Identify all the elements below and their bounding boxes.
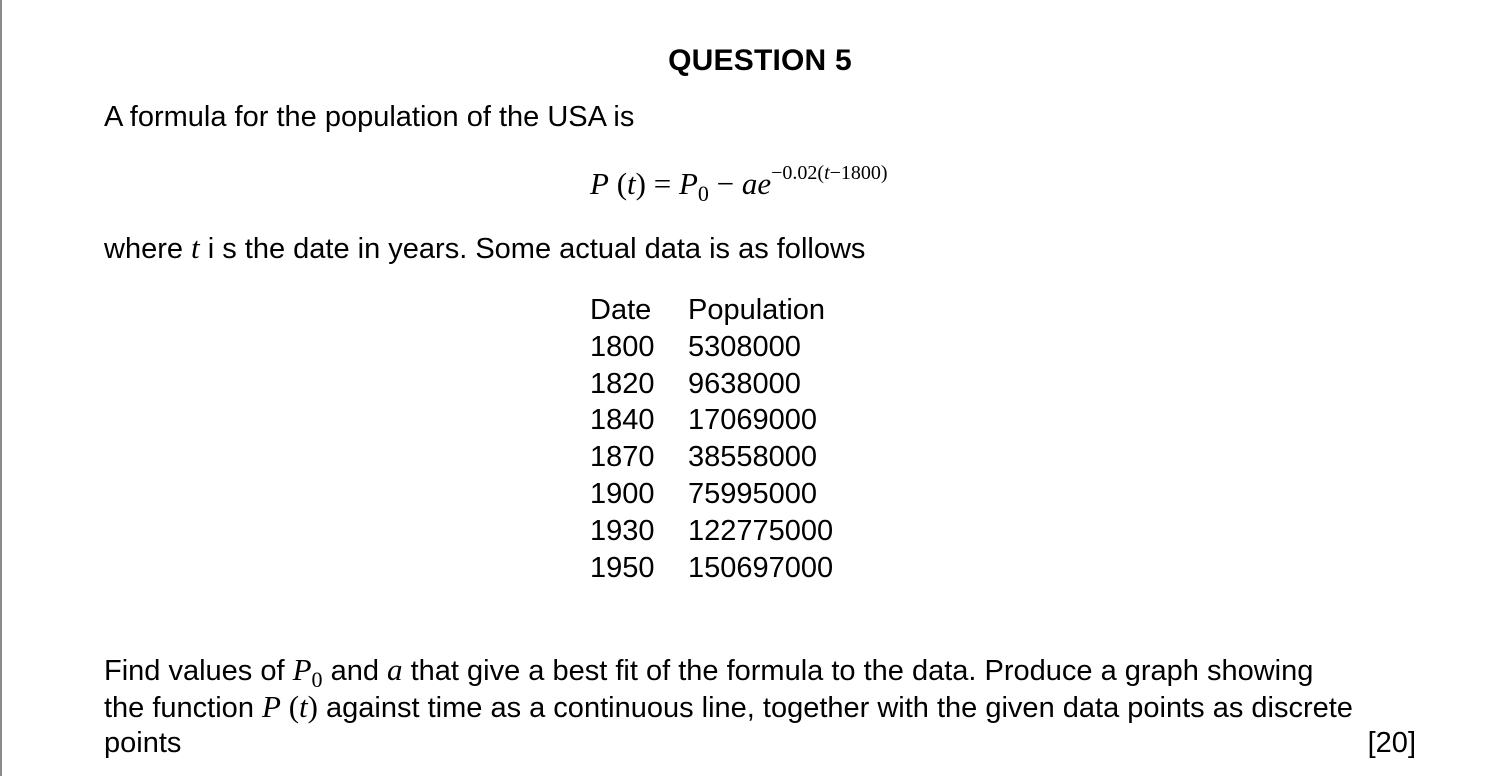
- task-a: a: [387, 652, 403, 687]
- table-row: [590, 402, 833, 439]
- formula-lhs-open-paren: (: [608, 166, 628, 201]
- task-text-find: Find values of: [104, 655, 293, 687]
- table-header-date: Date: [590, 294, 652, 326]
- table-row: [590, 550, 833, 587]
- task-text-and: and: [322, 655, 388, 687]
- table-header-population: Population: [688, 294, 826, 326]
- table-row: [590, 366, 833, 403]
- table-row: [590, 439, 833, 476]
- table-cell-population: 75995000: [688, 477, 818, 510]
- task-p: P: [292, 652, 312, 687]
- task-text-points: points: [104, 727, 182, 759]
- formula-minus: −: [716, 166, 735, 201]
- task-pt-close-paren: ): [307, 689, 318, 724]
- task-pt-variable: t: [299, 689, 308, 724]
- formula-lhs-variable: t: [627, 166, 636, 201]
- where-variable: t: [191, 230, 200, 265]
- formula-exponent-variable: t: [824, 162, 830, 184]
- task-text-against: against time as a continuous line, together with the given data points as discrete: [317, 692, 1353, 724]
- task-line-2-content: [104, 688, 1353, 725]
- table-cell-date: 1900: [590, 477, 655, 510]
- task-line-1-content: [104, 651, 1314, 692]
- formula-lhs-function: P: [590, 166, 609, 201]
- table-cell-date: 1800: [590, 330, 655, 363]
- task-paragraph: [104, 651, 1416, 762]
- table-row: [590, 513, 833, 550]
- table-cell-population: 9638000: [688, 367, 801, 400]
- formula-p: P: [678, 166, 698, 201]
- table-cell-date: 1820: [590, 367, 655, 400]
- table-cell-population: 38558000: [688, 441, 818, 474]
- task-p-subscript: 0: [311, 667, 323, 692]
- marks-label: [20]: [1367, 727, 1416, 759]
- formula-exponent-rest: −1800): [829, 162, 888, 184]
- formula-exponent-coefficient: −0.02(: [771, 162, 825, 184]
- population-formula: [590, 162, 888, 207]
- formula-p-subscript: 0: [697, 181, 709, 206]
- table-row: [590, 476, 833, 513]
- table-cell-date: 1930: [590, 514, 655, 547]
- table-cell-date: 1870: [590, 441, 655, 474]
- where-prefix: where: [104, 233, 192, 265]
- formula-a: a: [741, 166, 758, 201]
- table-cell-population: 5308000: [688, 330, 801, 363]
- where-suffix: i s the date in years. Some actual data is as follows: [199, 233, 866, 265]
- table-header-row: [590, 292, 833, 329]
- population-table: [590, 292, 833, 586]
- task-line-3: [104, 725, 1416, 762]
- task-text-bestfit: that give a best fit of the formula to the data. Produce a graph showing: [402, 655, 1314, 687]
- task-text-function: the function: [104, 692, 262, 724]
- formula-e: e: [757, 166, 772, 201]
- intro-text: A formula for the population of the USA is: [104, 101, 635, 133]
- question-title: QUESTION 5: [668, 44, 852, 77]
- table-cell-date: 1950: [590, 551, 655, 584]
- formula-lhs-close-paren: ): [635, 166, 646, 201]
- task-pt-function: P: [262, 689, 281, 724]
- task-pt-open-paren: (: [280, 689, 300, 724]
- formula-equals: =: [653, 166, 672, 201]
- where-text: [104, 229, 865, 268]
- table-cell-date: 1840: [590, 404, 655, 437]
- table-cell-population: 150697000: [688, 551, 834, 584]
- task-line-1: [104, 651, 1416, 692]
- task-line-2: [104, 688, 1416, 725]
- formula-exponent: [771, 162, 887, 184]
- table-cell-population: 122775000: [688, 514, 834, 547]
- table-row: [590, 329, 833, 366]
- table-cell-population: 17069000: [688, 404, 818, 437]
